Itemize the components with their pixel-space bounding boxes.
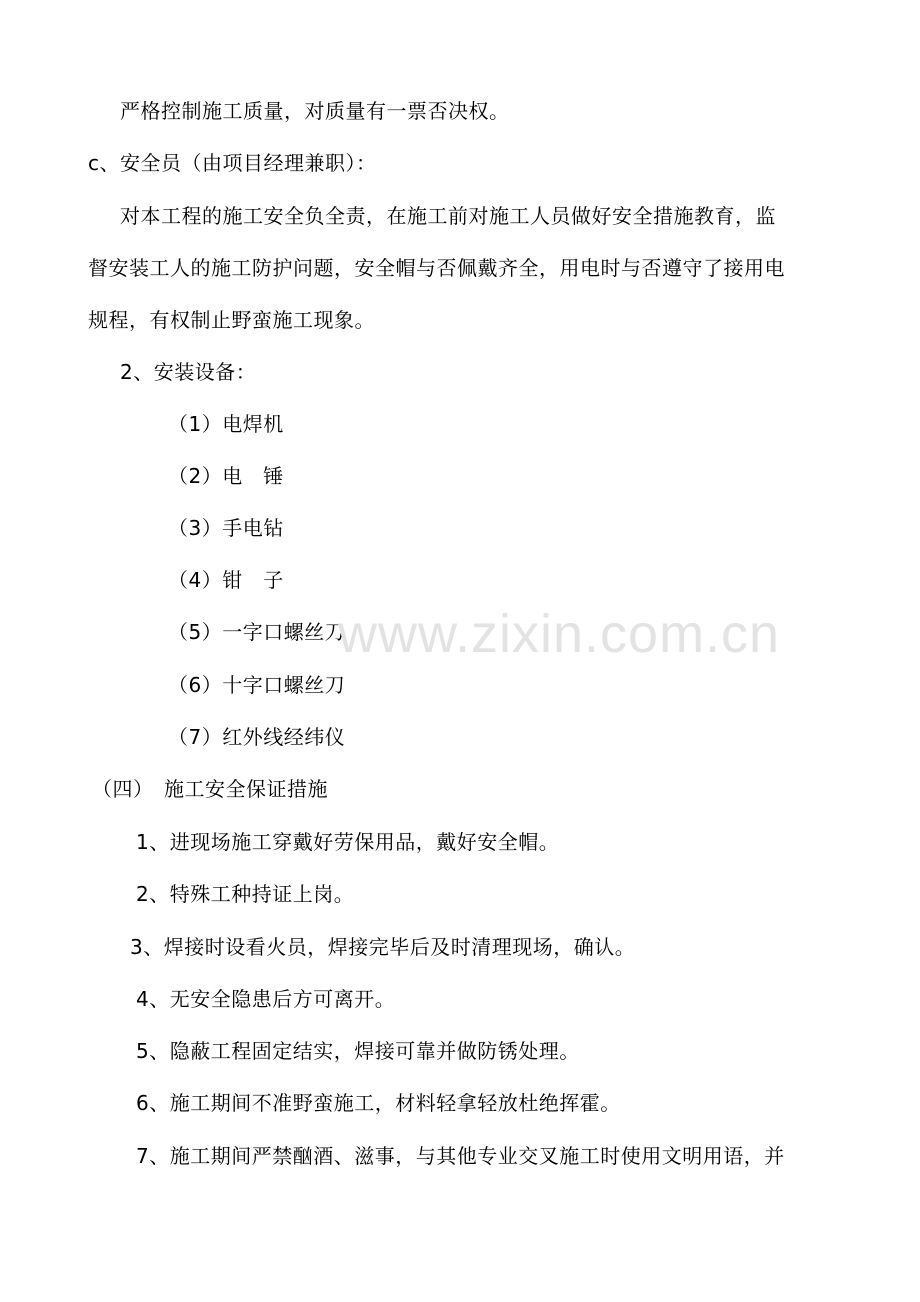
- list-item-measure: 4、无安全隐患后方可离开。: [136, 987, 396, 1011]
- list-item-equipment: （7）红外线经纬仪: [168, 725, 346, 749]
- list-item-measure: 6、施工期间不准野蛮施工，材料轻拿轻放杜绝挥霍。: [136, 1091, 621, 1115]
- text-line-safety-duty-2: 督安装工人的施工防护问题，安全帽与否佩戴齐全，用电时与否遵守了接用电: [88, 256, 785, 280]
- watermark: www.zixin.com.cn: [338, 604, 781, 664]
- text-line-equipment-heading: 2、安装设备：: [120, 360, 257, 384]
- list-item-equipment: （4）钳 子: [168, 568, 284, 592]
- list-item-measure: 2、特殊工种持证上岗。: [136, 882, 355, 906]
- text-line-safety-duty-1: 对本工程的施工安全负全责，在施工前对施工人员做好安全措施教育，监: [120, 204, 776, 228]
- section-heading-safety-measures: （四） 施工安全保证措施: [92, 777, 328, 801]
- list-item-measure: 1、进现场施工穿戴好劳保用品，戴好安全帽。: [136, 830, 560, 854]
- list-item-measure: 3、焊接时设看火员，焊接完毕后及时清理现场，确认。: [130, 935, 636, 959]
- list-item-equipment: （6）十字口螺丝刀: [168, 673, 346, 697]
- list-item-equipment: （5）一字口螺丝刀: [168, 620, 346, 644]
- list-item-measure: 7、施工期间严禁酗酒、滋事，与其他专业交叉施工时使用文明用语，并: [136, 1144, 785, 1168]
- list-item-measure: 5、隐蔽工程固定结实，焊接可靠并做防锈处理。: [136, 1039, 580, 1063]
- text-line-safety-officer: c、安全员（由项目经理兼职）：: [88, 151, 377, 175]
- text-line-quality: 严格控制施工质量，对质量有一票否决权。: [120, 99, 510, 123]
- list-item-equipment: （1）电焊机: [168, 412, 284, 436]
- text-line-safety-duty-3: 规程，有权制止野蛮施工现象。: [88, 308, 375, 332]
- list-item-equipment: （2）电 锤: [168, 464, 284, 488]
- list-item-equipment: （3）手电钻: [168, 516, 284, 540]
